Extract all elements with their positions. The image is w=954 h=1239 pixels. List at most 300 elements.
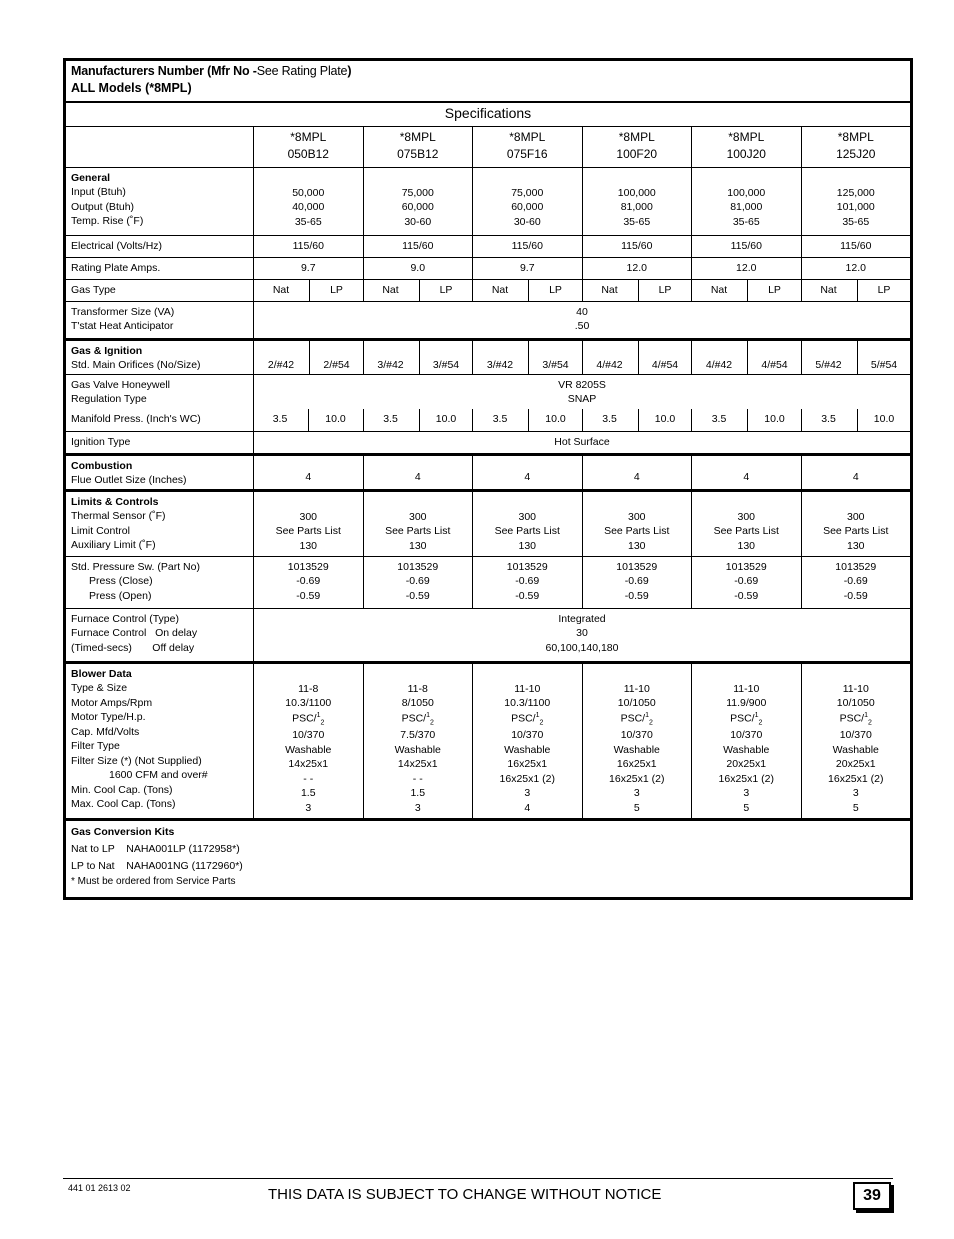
- conversion-note: * Must be ordered from Service Parts: [71, 876, 236, 888]
- flue-value: 4: [305, 471, 312, 483]
- model-cell-5: [801, 456, 911, 489]
- blower-spacer: [473, 667, 582, 682]
- limits-row: [66, 492, 910, 557]
- limits-spacer: [254, 495, 363, 510]
- ignition-row: [66, 432, 910, 456]
- blower-filter-type: Washable: [613, 743, 660, 756]
- limits-value: 300: [299, 511, 318, 523]
- hp-numerator: 1: [316, 711, 321, 719]
- thermal-sensor-label: Thermal Sensor (˚F): [71, 510, 166, 523]
- blower-min-cool: 1.5: [300, 787, 316, 800]
- furnace-labels: [71, 612, 197, 655]
- manifold-cell-2: [472, 409, 582, 431]
- model-cell-4: [691, 456, 801, 489]
- model-cell-5: [801, 127, 911, 167]
- general-spacer: [583, 171, 692, 186]
- model-cell-5: [801, 492, 911, 556]
- model-cell-4: [691, 492, 801, 556]
- psc-text: PSC/: [292, 712, 317, 725]
- general-value: 60,000: [511, 201, 544, 214]
- flue-value: 4: [414, 471, 421, 483]
- model-cell-3: [582, 456, 692, 489]
- model-cell-5: [801, 557, 911, 608]
- model-prefix: *8MPL: [837, 130, 874, 144]
- blower-motor-type: [802, 711, 911, 728]
- model-cell-2: [472, 492, 582, 556]
- blower-capacitor: 10/370: [511, 729, 544, 742]
- limit-control-label: Limit Control: [71, 524, 130, 537]
- general-labels: [71, 171, 143, 229]
- model-cell-5: [801, 341, 911, 374]
- model-cell-1: [363, 664, 473, 818]
- pressure-value: 1013529: [616, 561, 658, 573]
- gas-type-lp: LP: [309, 280, 363, 301]
- orifice-nat: 4/#42: [705, 359, 733, 371]
- model-cell-1: [363, 168, 473, 235]
- manifold-nat: 3.5: [383, 413, 398, 425]
- blower-filter-1600cfm: 16x25x1 (2): [718, 772, 774, 785]
- pressure-value: -0.59: [296, 589, 321, 602]
- model-cell-3: [582, 236, 692, 257]
- manifold-nat: 3.5: [711, 413, 727, 425]
- model-cell-0: [253, 168, 363, 235]
- model-cell-1: [363, 280, 473, 301]
- pressure-value: -0.69: [296, 575, 321, 588]
- model-code: 100F20: [616, 147, 658, 161]
- hp-numerator: 1: [754, 711, 759, 719]
- general-spacer: [364, 171, 473, 186]
- model-cell-2: [472, 280, 582, 301]
- blower-amps-rpm: 10/1050: [617, 697, 656, 710]
- blower-capacitor: 10/370: [839, 729, 872, 742]
- general-value: 101,000: [836, 201, 875, 214]
- regulation-label: Regulation Type: [71, 393, 147, 406]
- hp-numerator: 1: [426, 711, 430, 719]
- blower-type-size: 11-10: [733, 683, 760, 695]
- blower-label: Max. Cool Cap. (Tons): [71, 798, 176, 811]
- limits-value: 300: [737, 511, 756, 523]
- general-value: 35-65: [842, 215, 870, 228]
- model-prefix: *8MPL: [509, 130, 546, 144]
- general-label: Output (Btuh): [71, 200, 135, 213]
- limits-spacer: [802, 495, 911, 510]
- electrical-row: [66, 236, 910, 258]
- pressure-row: [66, 557, 910, 609]
- manifold-lp: 10.0: [638, 409, 692, 431]
- limits-value: 300: [408, 511, 427, 523]
- auxiliary-limit-label: Auxiliary Limit (˚F): [71, 539, 156, 552]
- general-label: Input (Btuh): [71, 186, 126, 199]
- model-cell-3: [582, 341, 692, 374]
- flue-value: 4: [743, 471, 750, 483]
- blower-max-cool: 3: [414, 801, 421, 814]
- blower-min-cool: 3: [852, 787, 859, 800]
- model-cell-1: [363, 557, 473, 608]
- electrical-value: 115/60: [292, 240, 324, 252]
- orifice-lp: 4/#54: [747, 341, 801, 374]
- limits-value: See Parts List: [385, 525, 451, 538]
- orifice-label: Std. Main Orifices (No/Size): [71, 359, 201, 372]
- general-label: Temp. Rise (˚F): [71, 215, 144, 228]
- electrical-value: 115/60: [840, 240, 872, 252]
- amps-value: 12.0: [845, 262, 866, 274]
- manufacturer-number-line: [71, 63, 351, 80]
- pressure-value: 1013529: [287, 561, 329, 573]
- orifice-lp: 4/#54: [638, 341, 692, 374]
- model-cell-0: [253, 492, 363, 556]
- blower-filter-type: Washable: [504, 743, 551, 756]
- general-value: 35-65: [294, 215, 322, 228]
- model-cell-4: [691, 280, 801, 301]
- hp-denominator: 2: [320, 719, 325, 727]
- manifold-nat: 3.5: [272, 413, 288, 425]
- limits-value: 130: [408, 539, 427, 552]
- psc-text: PSC/: [511, 712, 536, 725]
- orifice-lp: 3/#54: [528, 341, 582, 374]
- transformer-size: 40: [576, 306, 588, 318]
- blower-filter-size: 20x25x1: [726, 758, 767, 771]
- electrical-value: 115/60: [511, 240, 543, 252]
- models-line: ALL Models (*8MPL): [71, 81, 192, 95]
- pressure-value: -0.69: [734, 575, 759, 588]
- manifold-cell-3: [582, 409, 692, 431]
- blower-spacer: [802, 667, 911, 682]
- hp-denominator: 2: [868, 719, 872, 727]
- model-cell-4: [691, 236, 801, 257]
- blower-min-cool: 1.5: [410, 787, 426, 800]
- model-cell-4: [691, 557, 801, 608]
- gas-type-lp: LP: [419, 280, 473, 301]
- general-value: 81,000: [730, 201, 763, 214]
- blower-filter-1600cfm: 16x25x1 (2): [499, 772, 555, 785]
- blower-spacer: [364, 667, 473, 682]
- model-cell-4: [691, 664, 801, 818]
- hp-numerator: 1: [645, 711, 649, 719]
- general-value: 30-60: [404, 215, 432, 228]
- amps-value: 9.0: [410, 262, 426, 274]
- amps-value: 9.7: [519, 262, 535, 274]
- hp-denominator: 2: [539, 719, 544, 727]
- general-value: 100,000: [727, 187, 766, 199]
- mfr-label: Manufacturers Number (Mfr No -: [71, 64, 257, 78]
- pressure-value: -0.69: [624, 575, 649, 588]
- blower-filter-size: 14x25x1: [288, 758, 329, 771]
- model-cell-4: [691, 341, 801, 374]
- blower-filter-size: 16x25x1: [507, 758, 548, 771]
- gas-type-lp: LP: [528, 280, 582, 301]
- model-cell-0: [253, 280, 363, 301]
- electrical-value: 115/60: [730, 240, 762, 252]
- gas-type-nat: Nat: [820, 284, 837, 296]
- blower-amps-rpm: 11.9/900: [726, 697, 767, 710]
- limits-value: 130: [518, 539, 537, 552]
- general-value: 81,000: [620, 201, 653, 214]
- blower-label: Filter Type: [71, 740, 120, 753]
- blower-filter-1600cfm: 16x25x1 (2): [609, 772, 665, 785]
- limits-value: 130: [846, 539, 865, 552]
- transformer-row: [66, 302, 910, 341]
- limits-value: See Parts List: [604, 525, 670, 538]
- pressure-labels: [71, 560, 200, 603]
- manifold-lp: 10.0: [857, 409, 911, 431]
- blower-filter-1600cfm: - -: [412, 772, 423, 785]
- blower-filter-type: Washable: [832, 743, 879, 756]
- model-code: 050B12: [287, 147, 329, 161]
- blower-amps-rpm: 10/1050: [836, 697, 875, 710]
- model-prefix: *8MPL: [290, 130, 327, 144]
- table-header: [66, 61, 910, 103]
- transformer-label: Transformer Size (VA): [71, 306, 175, 318]
- transformer-values: [253, 302, 910, 338]
- model-code: 125J20: [836, 147, 876, 161]
- amps-row: [66, 258, 910, 280]
- manifold-cell-5: [801, 409, 911, 431]
- manifold-nat: 3.5: [602, 413, 617, 425]
- off-delay-label: Off delay: [152, 641, 195, 654]
- flue-value: 4: [852, 471, 859, 483]
- general-value: 60,000: [401, 201, 434, 214]
- model-code: 100J20: [726, 147, 766, 161]
- blower-filter-1600cfm: 16x25x1 (2): [828, 772, 884, 785]
- orifice-lp: 2/#54: [309, 341, 363, 374]
- blower-capacitor: 10/370: [620, 729, 653, 742]
- specifications-table: [63, 58, 913, 900]
- model-cell-4: [691, 168, 801, 235]
- furnace-control-label: [71, 626, 197, 640]
- limits-spacer: [473, 495, 582, 510]
- model-prefix: *8MPL: [728, 130, 765, 144]
- furnace-type-label: Furnace Control (Type): [71, 613, 179, 625]
- blower-motor-type: [473, 711, 582, 728]
- blower-row: [66, 664, 910, 821]
- general-value: 35-65: [732, 215, 760, 228]
- model-cell-4: [691, 127, 801, 167]
- blower-amps-rpm: 8/1050: [401, 697, 434, 710]
- on-delay: 30: [576, 627, 588, 640]
- gas-type-row: [66, 280, 910, 302]
- model-cell-0: [253, 456, 363, 489]
- manifold-lp: 10.0: [528, 409, 582, 431]
- combustion-labels: [71, 459, 187, 488]
- furnace-control-row: [66, 609, 910, 664]
- gas-valve-model: VR 8205S: [558, 379, 606, 391]
- model-cell-0: [253, 341, 363, 374]
- hp-denominator: 2: [430, 719, 434, 727]
- model-cell-2: [472, 236, 582, 257]
- blower-capacitor: 10/370: [292, 729, 325, 742]
- furnace-control-text: Furnace Control: [71, 627, 147, 640]
- general-spacer: [473, 171, 582, 186]
- psc-text: PSC/: [839, 712, 865, 725]
- conversion-kits-section: [66, 821, 910, 897]
- blower-max-cool: 3: [305, 801, 312, 814]
- model-cell-0: [253, 258, 363, 279]
- blower-label: Motor Type/H.p.: [71, 711, 146, 724]
- gas-type-nat: Nat: [601, 284, 618, 296]
- model-cell-1: [363, 236, 473, 257]
- blower-spacer: [583, 667, 692, 682]
- timed-secs-text: (Timed-secs): [71, 641, 132, 654]
- model-cell-2: [472, 557, 582, 608]
- gas-type-nat: Nat: [710, 284, 728, 296]
- pressure-value: -0.69: [405, 575, 430, 588]
- limits-value: See Parts List: [713, 525, 779, 538]
- general-value: 50,000: [292, 187, 325, 199]
- electrical-value: 115/60: [621, 240, 653, 252]
- general-spacer: [802, 171, 911, 186]
- blower-label: Motor Amps/Rpm: [71, 696, 153, 709]
- psc-text: PSC/: [401, 712, 427, 725]
- blower-motor-type: [692, 711, 801, 728]
- off-delay: 60,100,140,180: [545, 641, 619, 654]
- transformer-labels: [71, 305, 174, 334]
- model-cell-2: [472, 127, 582, 167]
- model-cell-1: [363, 492, 473, 556]
- model-code: 075F16: [506, 147, 548, 161]
- regulation-type: SNAP: [567, 393, 597, 406]
- flue-label: Flue Outlet Size (Inches): [71, 474, 187, 487]
- ignition-value-cell: [253, 432, 910, 453]
- specifications-title: Specifications: [66, 101, 910, 127]
- orifice-nat: 3/#42: [486, 359, 514, 371]
- model-cell-2: [472, 664, 582, 818]
- anticipator-value: .50: [574, 320, 590, 333]
- blower-spacer: [692, 667, 801, 682]
- hp-numerator: 1: [535, 711, 540, 719]
- model-cell-3: [582, 557, 692, 608]
- blower-filter-1600cfm: - -: [303, 772, 314, 785]
- gas-ignition-row: [66, 341, 910, 375]
- limits-title: Limits & Controls: [71, 496, 159, 508]
- blower-filter-size: 16x25x1: [616, 758, 657, 771]
- blower-type-size: 11-10: [842, 683, 869, 695]
- model-cell-0: [253, 236, 363, 257]
- blower-label: Type & Size: [71, 682, 128, 695]
- general-value: 75,000: [401, 187, 434, 199]
- timed-secs-label: [71, 641, 197, 655]
- model-cell-3: [582, 168, 692, 235]
- model-cell-3: [582, 258, 692, 279]
- model-cell-3: [582, 127, 692, 167]
- blower-motor-type: [254, 711, 363, 728]
- conversion-title: Gas Conversion Kits: [71, 826, 175, 838]
- amps-value: 12.0: [626, 262, 647, 274]
- flue-value: 4: [633, 471, 640, 483]
- ignition-label: Ignition Type: [71, 436, 131, 448]
- on-delay-label: On delay: [155, 627, 198, 640]
- limits-value: 130: [627, 539, 646, 552]
- pressure-value: -0.69: [515, 575, 540, 588]
- blower-label: Min. Cool Cap. (Tons): [71, 783, 173, 796]
- press-close-label: Press (Close): [89, 575, 153, 588]
- model-cell-3: [582, 664, 692, 818]
- gas-valve-label: Gas Valve Honeywell: [71, 379, 171, 391]
- general-value: 35-65: [623, 215, 651, 228]
- model-cell-1: [363, 456, 473, 489]
- conversion-labels: [71, 824, 243, 890]
- model-prefix: *8MPL: [399, 130, 436, 144]
- model-cell-4: [691, 258, 801, 279]
- manifold-nat: 3.5: [492, 413, 508, 425]
- amps-value: 9.7: [300, 262, 316, 274]
- general-value: 75,000: [511, 187, 544, 199]
- orifice-nat: 2/#42: [267, 359, 295, 371]
- gas-type-lp: LP: [638, 280, 692, 301]
- limits-value: 300: [627, 511, 646, 523]
- model-cell-5: [801, 236, 911, 257]
- pressure-value: 1013529: [835, 561, 877, 573]
- model-code: 075B12: [397, 147, 439, 161]
- model-header-row: [66, 127, 910, 168]
- manifold-lp: 10.0: [308, 409, 362, 431]
- pressure-switch-label: Std. Pressure Sw. (Part No): [71, 561, 200, 573]
- anticipator-label: T'stat Heat Anticipator: [71, 320, 174, 333]
- limits-value: 300: [518, 511, 537, 523]
- blower-max-cool: 5: [633, 801, 640, 814]
- ignition-value: Hot Surface: [554, 436, 610, 448]
- limits-spacer: [583, 495, 692, 510]
- model-cell-1: [363, 341, 473, 374]
- manifold-lp: 10.0: [747, 409, 801, 431]
- limits-spacer: [692, 495, 801, 510]
- blower-type-size: 11-8: [407, 683, 428, 695]
- furnace-values: [253, 609, 910, 661]
- model-cell-1: [363, 258, 473, 279]
- orifice-nat: 3/#42: [377, 359, 404, 371]
- model-cell-2: [472, 168, 582, 235]
- blower-type-size: 11-10: [623, 683, 650, 695]
- blower-amps-rpm: 10.3/1100: [285, 697, 332, 710]
- limits-value: 130: [299, 539, 318, 552]
- blower-filter-size: 14x25x1: [397, 758, 438, 771]
- manifold-cell-0: [253, 409, 363, 431]
- orifice-lp: 3/#54: [419, 341, 473, 374]
- general-value: 100,000: [617, 187, 656, 199]
- pressure-value: -0.59: [515, 589, 540, 602]
- conversion-line: Nat to LP NAHA001LP (1172958*): [71, 842, 240, 855]
- manifold-cell-1: [363, 409, 473, 431]
- blower-max-cool: 4: [524, 801, 531, 814]
- model-cell-1: [363, 127, 473, 167]
- orifice-nat: 4/#42: [596, 359, 623, 371]
- pressure-value: -0.59: [734, 589, 759, 602]
- pressure-value: -0.59: [405, 589, 430, 602]
- blower-motor-type: [583, 711, 692, 728]
- electrical-value: 115/60: [402, 240, 434, 252]
- pressure-value: -0.59: [624, 589, 649, 602]
- gas-type-lp: LP: [857, 280, 911, 301]
- model-cell-5: [801, 168, 911, 235]
- pressure-value: 1013529: [725, 561, 767, 573]
- electrical-label: Electrical (Volts/Hz): [71, 240, 163, 252]
- blower-title: Blower Data: [71, 668, 132, 680]
- model-cell-0: [253, 127, 363, 167]
- amps-value: 12.0: [736, 262, 757, 274]
- conversion-line: LP to Nat NAHA001NG (1172960*): [71, 859, 243, 872]
- pressure-value: 1013529: [397, 561, 439, 573]
- psc-text: PSC/: [620, 712, 646, 725]
- blower-label: Cap. Mfd/Volts: [71, 725, 140, 738]
- model-cell-3: [582, 492, 692, 556]
- model-cell-3: [582, 280, 692, 301]
- blower-type-size: 11-10: [514, 683, 541, 695]
- press-open-label: Press (Open): [89, 589, 152, 602]
- blower-spacer: [254, 667, 363, 682]
- general-value: 125,000: [836, 187, 875, 199]
- gas-type-label: Gas Type: [71, 284, 116, 296]
- blower-amps-rpm: 10.3/1100: [504, 697, 551, 710]
- gas-valve-row: [66, 375, 910, 432]
